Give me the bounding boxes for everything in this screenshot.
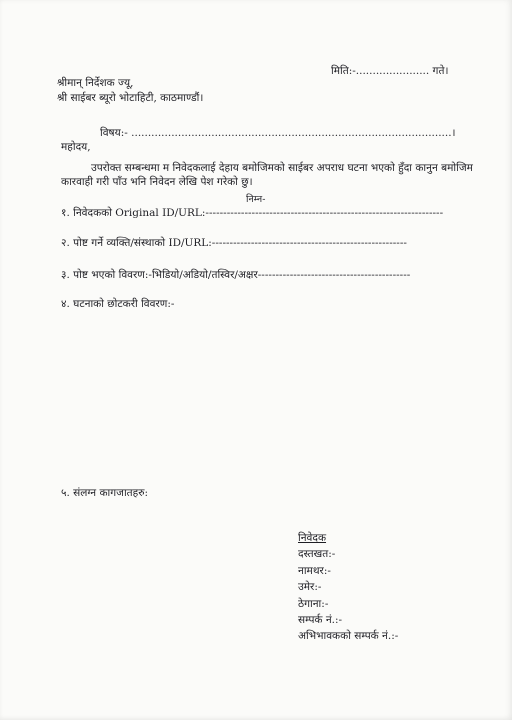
item-post-details: ३. पोष्ट भएको विवरण:-भिडियो/अडियो/तस्विर/अक्षर------------------------------------------- [61, 269, 411, 281]
date-line: मिति:-...................... गते। [331, 65, 449, 77]
addressee-office: श्री साईबर ब्यूरो भोटाहिटी, काठमाण्डौं। [57, 92, 204, 104]
item-incident-summary: ४. घटनाको छोटकरी विवरण:- [61, 298, 175, 310]
body-paragraph-line-1: उपरोक्त सम्बन्धमा म निवेदकलाई देहाय बमोजिमको साईबर अपराध घटना भएको हुँदा कानुन बमोजिम [91, 162, 473, 174]
age-field: उमेर:- [298, 581, 322, 593]
subject-line: विषय:- ................................................................................................। [100, 127, 456, 139]
salutation: महोदय, [61, 141, 91, 153]
addressee-title: श्रीमान् निर्देशक ज्यू, [57, 77, 134, 89]
item-applicant-id: १. निवेदकको Original ID/URL:------------------------------------------------------------------- [61, 207, 444, 219]
name-field: नामथर:- [298, 565, 331, 577]
guardian-contact-field: अभिभावकको सम्पर्क नं.:- [298, 630, 399, 642]
details-heading: निम्न- [246, 194, 266, 205]
address-field: ठेगाना:- [298, 598, 329, 610]
item-attachments: ५. संलग्न कागजातहरु: [61, 487, 149, 499]
signature-field: दस्तखत:- [298, 548, 336, 560]
item-poster-id: २. पोष्ट गर्ने व्यक्ति/संस्थाको ID/URL:------------------------------------------------------- [61, 237, 407, 249]
contact-number-field: सम्पर्क नं.:- [298, 614, 343, 626]
body-paragraph-line-2: कारवाही गरी पाँउ भनि निवेदन लेखि पेश गरेको छु। [61, 176, 253, 188]
applicant-heading: निवेदक [298, 532, 327, 544]
